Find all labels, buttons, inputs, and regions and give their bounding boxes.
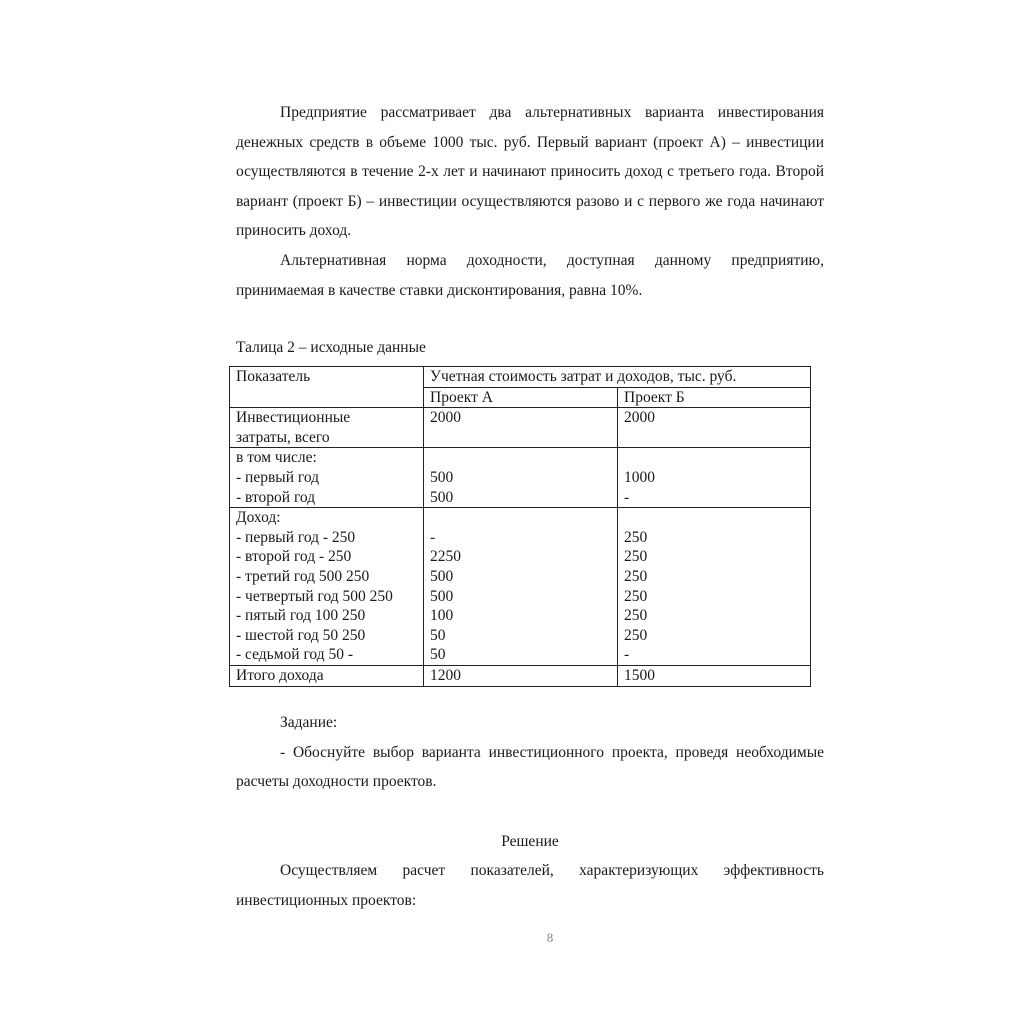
solution-text: Осуществляем расчет показателей, характеризующих эффективность инвестиционных проектов: xyxy=(236,862,824,909)
income-a-value: 100 xyxy=(430,607,454,625)
total-project-b: 1500 xyxy=(618,665,811,686)
income-a-value: 500 xyxy=(430,587,454,605)
income-project-a xyxy=(424,508,618,666)
page-number: 8 xyxy=(546,930,554,945)
income-b-value: - xyxy=(624,646,630,664)
income-label-line: - пятый год 100 250 xyxy=(236,607,366,625)
investment-project-b: 2000 xyxy=(618,408,811,448)
intro-paragraph-2: Альтернативная норма доходности, доступная данному предприятию, принимаемая в качестве ставки дисконтирования, равна 10%. xyxy=(236,251,824,299)
breakdown-label-line: - второй год xyxy=(236,488,316,506)
income-label-line: - второй год - 250 xyxy=(236,548,352,566)
income-a-value xyxy=(430,508,617,528)
source-data-table xyxy=(229,366,811,687)
header-project-a: Проект А xyxy=(424,387,618,408)
intro-paragraph-1: Предприятие рассматривает два альтернативных варианта инвестирования денежных средств в объеме 1000 тыс. руб. Первый вариант (проект А) – инвестиции осуществляются в течение 2-х лет и начинают приносить доход с третьего года. Второй вариант (проект Б) – инвестиции осуществляются разово и с первого же года начинают приносить доход. xyxy=(236,104,824,240)
income-b-value: 250 xyxy=(624,626,648,644)
income-label-line: Доход: xyxy=(236,509,281,527)
total-label: Итого дохода xyxy=(230,665,424,686)
table-row-investment xyxy=(230,408,811,448)
solution-section xyxy=(236,856,824,915)
breakdown-a-value: 500 xyxy=(430,468,454,486)
income-a-value: 50 xyxy=(430,626,446,644)
income-b-value: 250 xyxy=(624,587,648,605)
breakdown-b-value: 1000 xyxy=(624,468,655,486)
investment-project-a: 2000 xyxy=(424,408,618,448)
breakdown-a-value: 500 xyxy=(430,488,454,506)
income-b-value: 250 xyxy=(624,607,648,625)
breakdown-b-value xyxy=(624,448,810,468)
income-project-b xyxy=(618,508,811,666)
task-title: Задание: xyxy=(280,714,338,731)
breakdown-a-value xyxy=(430,448,617,468)
task-text: - Обоснуйте выбор варианта инвестиционного проекта, проведя необходимые расчеты доходности проектов. xyxy=(236,743,824,791)
income-label-line: - четвертый год 500 250 xyxy=(236,587,393,605)
solution-title: Решение xyxy=(501,833,559,850)
income-label-line: - первый год - 250 xyxy=(236,528,356,546)
investment-label-line: затраты, всего xyxy=(236,428,330,446)
document-body xyxy=(236,98,824,305)
investment-label-line: Инвестиционные xyxy=(236,409,351,427)
header-project-b: Проект Б xyxy=(618,387,811,408)
total-project-a: 1200 xyxy=(424,665,618,686)
breakdown-label-line: - первый год xyxy=(236,468,320,486)
income-b-value: 250 xyxy=(624,567,648,585)
income-label-line: - седьмой год 50 - xyxy=(236,646,354,664)
task-section xyxy=(236,708,824,797)
income-b-value: 250 xyxy=(624,548,648,566)
table-caption: Талица 2 – исходные данные xyxy=(236,339,426,356)
table-row-total xyxy=(230,665,811,686)
investment-label xyxy=(230,408,424,448)
income-a-value: - xyxy=(430,528,436,546)
table-row-income xyxy=(230,508,811,666)
income-label-line: - шестой год 50 250 xyxy=(236,626,366,644)
header-group: Учетная стоимость затрат и доходов, тыс. руб. xyxy=(424,367,811,388)
breakdown-project-a xyxy=(424,448,618,508)
income-a-value: 500 xyxy=(430,567,454,585)
income-a-value: 2250 xyxy=(430,548,461,566)
income-b-value xyxy=(624,508,810,528)
header-indicator: Показатель xyxy=(230,367,424,408)
income-label xyxy=(230,508,424,666)
income-a-value: 50 xyxy=(430,646,446,664)
income-label-line: - третий год 500 250 xyxy=(236,567,370,585)
breakdown-label xyxy=(230,448,424,508)
income-b-value: 250 xyxy=(624,528,648,546)
breakdown-label-line: в том числе: xyxy=(236,449,317,467)
breakdown-project-b xyxy=(618,448,811,508)
table-header-row xyxy=(230,367,811,388)
table-row-breakdown xyxy=(230,448,811,508)
breakdown-b-value: - xyxy=(624,488,630,506)
